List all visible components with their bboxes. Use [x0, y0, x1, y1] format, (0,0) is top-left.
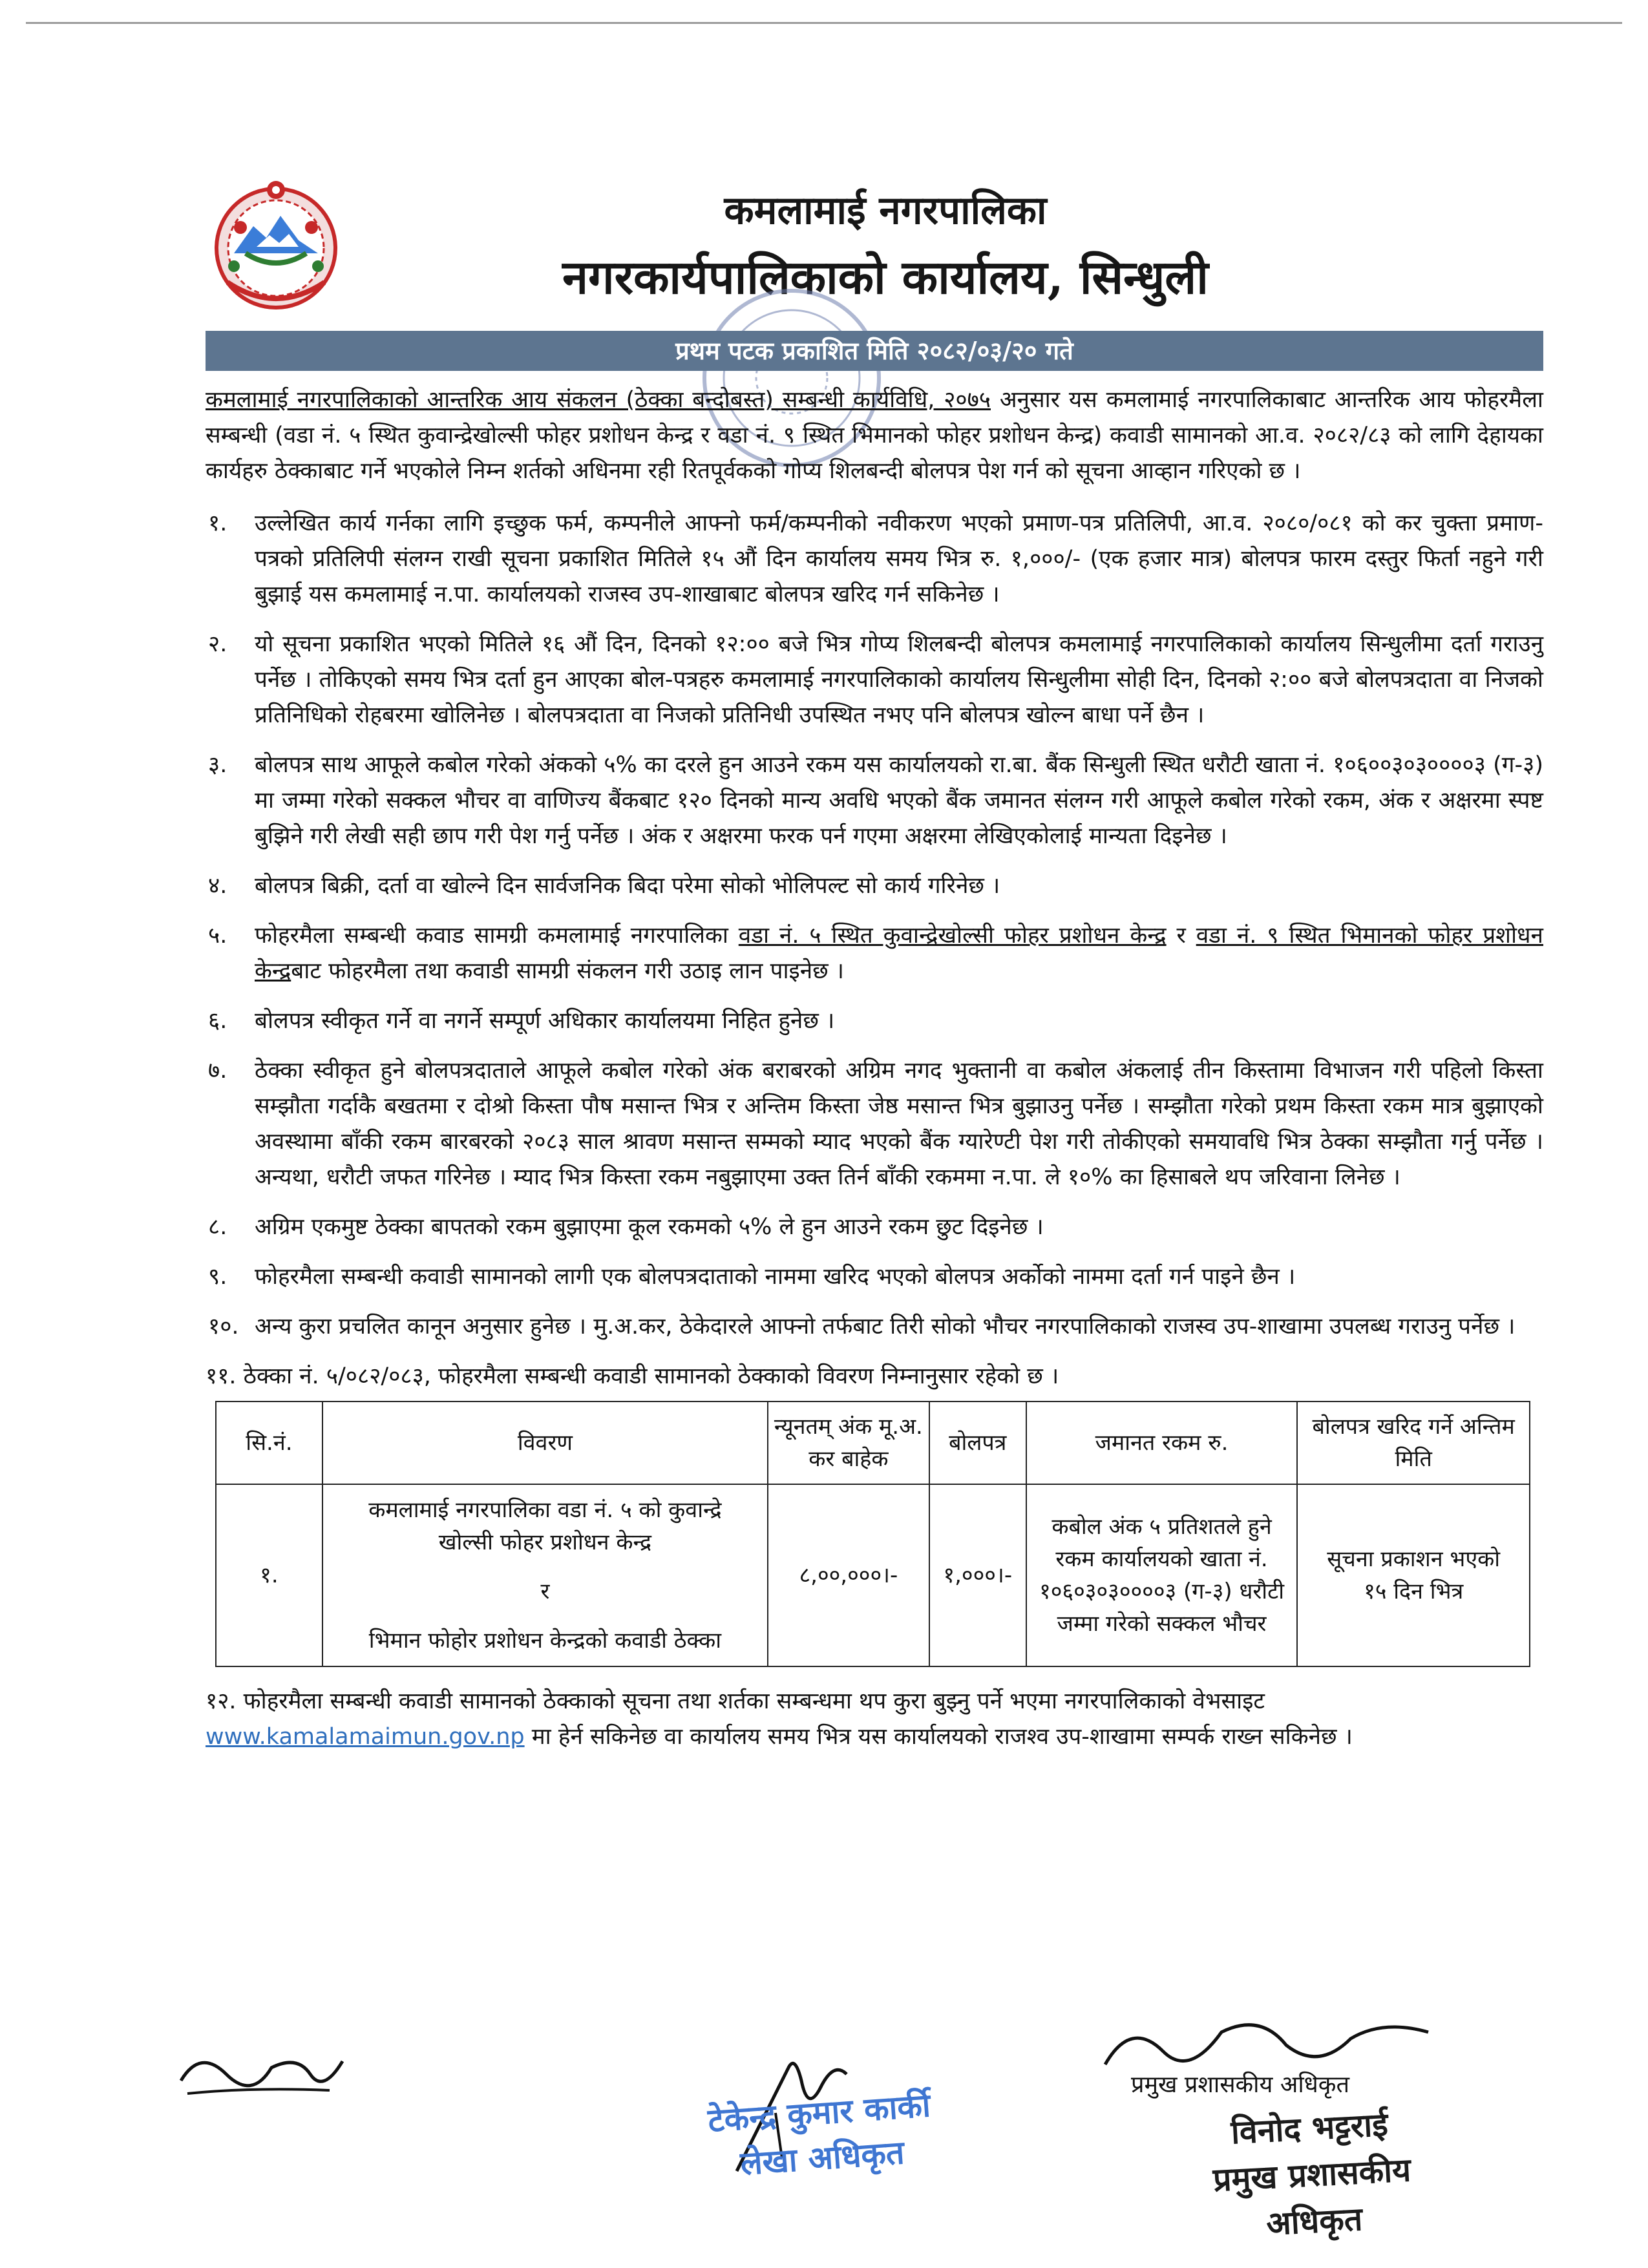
cao-stamp-title: प्रमुख प्रशासकीय अधिकृत [1212, 2151, 1412, 2243]
table-row [216, 1484, 1530, 1666]
table-header-row [216, 1402, 1530, 1484]
cell-last-date: सूचना प्रकाशन भएको १५ दिन भित्र [1297, 1484, 1530, 1666]
clause-text-part: फोहरमैला सम्बन्धी कवाड सामग्री कमलामाई नगरपालिका [255, 923, 739, 949]
clause-text-part: र [1166, 923, 1196, 949]
clause-text-part: बाट फोहरमैला तथा कवाडी सामग्री संकलन गरी उठाइ लान पाइनेछ । [291, 958, 845, 984]
top-rule [26, 22, 1622, 24]
notice-body [206, 383, 1543, 1778]
clause-text: ठेक्का स्वीकृत हुने बोलपत्रदाताले आफूले कबोल गरेको अंक बराबरको अग्रिम नगद भुक्तानी वा कबोल अंकलाई तीन किस्तामा विभाजन गरी पहिलो किस्ता सम्झौता गर्दाकै बखतमा र दोश्रो किस्ता पौष मसान्त भित्र र अन्तिम किस्ता जेष्ठ मसान्त भित्र बुझाउनु पर्नेछ । सम्झौता गरेको प्रथम किस्ता रकम मात्र बुझाएको अवस्थामा बाँकी रकम बारबरको २०८३ साल श्रावण मसान्त सम्मको म्याद भएको बैंक ग्यारेण्टी पेश गरी तोकीएको समयावधि भित्र ठेक्का सम्झौता गर्नु पर्नेछ । अन्यथा, धरौटी जफत गरिनेछ । म्याद भित्र किस्ता रकम नबुझाएमा उक्त तिर्न बाँकी रकममा न.पा. ले १०% का हिसाबले थप जरिवाना लिनेछ । [255, 1058, 1543, 1190]
clause-number: ७. [208, 1058, 227, 1084]
col-header-guarantee: जमानत रकम रु. [1026, 1402, 1298, 1484]
cell-sn: १. [216, 1484, 322, 1666]
clause-number: ८. [208, 1214, 227, 1240]
col-header-bid: बोलपत्र [929, 1402, 1026, 1484]
clause-number: १. [208, 510, 227, 536]
clause-1 [206, 506, 1543, 613]
clause-number: ३. [208, 752, 227, 778]
clause-number: १०. [208, 1314, 239, 1339]
office-name: नगरकार्यपालिकाको कार्यालय, सिन्धुली [562, 249, 1209, 304]
clause-12 [206, 1684, 1543, 1755]
clause-text: उल्लेखित कार्य गर्नका लागि इच्छुक फर्म, कम्पनीले आफ्नो फर्म/कम्पनीको नवीकरण भएको प्रमाण-पत्र प्रतिलिपी, आ.व. २०८०/०८१ को कर चुक्ता प्रमाण-पत्रको प्रतिलिपी संलग्न राखी सूचना प्रकाशित मितिले १५ औं दिन कार्यालय समय भित्र रु. १,०००/- (एक हजार मात्र) बोलपत्र फारम दस्तुर फिर्ता नहुने गरी बुझाई यस कमलामाई न.पा. कार्यालयको राजस्व उप-शाखाबाट बोलपत्र खरिद गर्न सकिनेछ । [255, 510, 1543, 607]
municipality-name: कमलामाई नगरपालिका [724, 188, 1047, 233]
cao-title: प्रमुख प्रशासकीय अधिकृत [1131, 2072, 1349, 2098]
clause-text: बोलपत्र बिक्री, दर्ता वा खोल्ने दिन सार्वजनिक बिदा परेमा सोको भोलिपल्ट सो कार्य गरिनेछ । [255, 873, 1000, 899]
clause-text: अन्य कुरा प्रचलित कानून अनुसार हुनेछ । मु.अ.कर, ठेकेदारले आफ्नो तर्फबाट तिरी सोको भौचर नगरपालिकाको राजस्व उप-शाखामा उपलब्ध गराउनु पर्नेछ । [255, 1314, 1516, 1339]
cao-stamp-name: विनोद भट्टराई [1230, 2105, 1389, 2152]
clause-10 [206, 1309, 1543, 1345]
col-header-last-date: बोलपत्र खरिद गर्ने अन्तिम मिति [1297, 1402, 1530, 1484]
ward-5-center: वडा नं. ५ स्थित कुवान्द्रेखोल्सी फोहर प्रशोधन केन्द्र [738, 923, 1167, 949]
clause-7 [206, 1053, 1543, 1195]
description-line-2: भिमान फोहोर प्रशोधन केन्द्रको कवाडी ठेक्का [368, 1628, 721, 1654]
clause-text: फोहरमैला सम्बन्धी कवाडी सामानको लागी एक बोलपत्रदाताको नाममा खरिद भएको बोलपत्र अर्कोको नाममा दर्ता गर्न पाइने छैन । [255, 1264, 1296, 1290]
tender-details-table [215, 1401, 1530, 1667]
clause-12-text-end: मा हेर्न सकिनेछ वा कार्यालय समय भित्र यस कार्यालयको राजश्व उप-शाखामा सम्पर्क राख्न सकिनेछ । [524, 1724, 1353, 1750]
clause-number: ६. [208, 1008, 227, 1034]
intro-paragraph [206, 383, 1543, 489]
cell-guarantee: कबोल अंक ५ प्रतिशतले हुने रकम कार्यालयको खाता नं. १०६०३०३००००३ (ग-३) धरौटी जम्मा गरेको सक्कल भौचर [1026, 1484, 1298, 1666]
signature-left-icon [174, 2035, 368, 2113]
accounts-officer-title: लेखा अधिकृत [739, 2134, 906, 2183]
clause-6 [206, 1003, 1543, 1039]
clause-text: अग्रिम एकमुष्ट ठेक्का बापतको रकम बुझाएमा कूल रकमको ५% ले हुन आउने रकम छुट दिइनेछ । [255, 1214, 1044, 1240]
accounts-officer-stamp [650, 2079, 991, 2192]
publication-date-banner: प्रथम पटक प्रकाशित मिति २०८२/०३/२० गते [206, 331, 1543, 371]
clause-11: ११. ठेक्का नं. ५/०८२/०८३, फोहरमैला सम्बन्धी कवाडी सामानको ठेक्काको विवरण निम्नानुसार रहेको छ । [206, 1363, 1059, 1389]
clause-number: ५. [208, 923, 227, 949]
clause-12-text: १२. फोहरमैला सम्बन्धी कवाडी सामानको ठेक्काको सूचना तथा शर्तका सम्बन्धमा थप कुरा बुझ्नु पर्ने भएमा नगरपालिकाको वेभसाइट [206, 1688, 1265, 1714]
municipality-website-link[interactable]: www.kamalamaimun.gov.np [206, 1724, 525, 1750]
description-and: र [540, 1579, 550, 1604]
accounts-officer-name: टेकेन्द्र कुमार कार्की [706, 2086, 932, 2140]
clause-number: २. [208, 631, 227, 657]
clause-4 [206, 868, 1543, 904]
clause-text: यो सूचना प्रकाशित भएको मितिले १६ औं दिन, दिनको १२:०० बजे भित्र गोप्य शिलबन्दी बोलपत्र कमलामाई नगरपालिकाको कार्यालय सिन्धुलीमा दर्ता गराउनु पर्नेछ । तोकिएको समय भित्र दर्ता हुन आएका बोल-पत्रहरु कमलामाई नगरपालिकाको कार्यालय सिन्धुलीमा सोही दिन, दिनको २:०० बजे बोलपत्रदाता वा निजको प्रतिनिधिको रोहबरमा खोलिनेछ । बोलपत्रदाता वा निजको प्रतिनिधी उपस्थित नभए पनि बोलपत्र खोल्न बाधा पर्ने छैन । [255, 631, 1543, 728]
clause-text: बोलपत्र साथ आफूले कबोल गरेको अंकको ५% का दरले हुन आउने रकम यस कार्यालयको रा.बा. बैंक सिन्धुली स्थित धरौटी खाता नं. १०६००३०३००००३ (ग-३) मा जम्मा गरेको सक्कल भौचर वा वाणिज्य बैंकबाट १२० दिनको मान्य अवधि भएको बैंक जमानत संलग्न गरी आफूले कबोल गरेको रकम, अंक र अक्षरमा स्पष्ट बुझिने गरी लेखी सही छाप गरी पेश गर्नु पर्नेछ । अंक र अक्षरमा फरक पर्न गएमा अक्षरमा लेखिएकोलाई मान्यता दिइनेछ । [255, 752, 1543, 849]
ward-9-center: वडा नं. ९ स्थित भिमानको फोहर प्रशोधन केन्द्र [255, 923, 1543, 984]
clause-8 [206, 1210, 1543, 1245]
clause-5 [206, 918, 1543, 989]
cell-bid-fee: १,०००।- [929, 1484, 1026, 1666]
description-line-1: कमलामाई नगरपालिका वडा नं. ५ को कुवान्द्रे खोल्सी फोहर प्रशोधन केन्द्र [368, 1497, 722, 1555]
clause-3 [206, 748, 1543, 854]
clause-2 [206, 627, 1543, 733]
clause-9 [206, 1259, 1543, 1295]
clause-text: बोलपत्र स्वीकृत गर्ने वा नगर्ने सम्पूर्ण अधिकार कार्यालयमा निहित हुनेछ । [255, 1008, 835, 1034]
cell-description [322, 1484, 768, 1666]
cell-min-amount: ८,००,०००।- [768, 1484, 929, 1666]
intro-text: अनुसार यस कमलामाई नगरपालिकाबाट आन्तरिक आय फोहरमैला सम्बन्धी (वडा नं. ५ स्थित कुवान्द्रेखोल्सी फोहर प्रशोधन केन्द्र र वडा नं. ९ स्थित भिमानको फोहर प्रशोधन केन्द्र) कवाडी सामानको आ.व. २०८२/८३ को लागि देहायका कार्यहरु ठेक्काबाट गर्ने भएकोले निम्न शर्तको अधिनमा रही रितपूर्वकको गोप्य शिलबन्दी बोलपत्र पेश गर्न को सूचना आव्हान गरिएको छ । [206, 387, 1543, 484]
clause-text [255, 918, 1543, 989]
col-header-sn: सि.नं. [216, 1402, 322, 1484]
cao-stamp [1160, 2097, 1464, 2252]
clause-number: ४. [208, 873, 227, 899]
clause-number: ९. [208, 1264, 227, 1290]
col-header-description: विवरण [322, 1402, 768, 1484]
intro-procedure-ref: कमलामाई नगरपालिकाको आन्तरिक आय संकलन (ठेक्का बन्दोबस्त) सम्बन्धी कार्यविधि, २०७५ [206, 387, 991, 413]
col-header-min-amount: न्यूनतम् अंक मू.अ. कर बाहेक [768, 1402, 929, 1484]
government-emblem-icon [208, 176, 344, 311]
